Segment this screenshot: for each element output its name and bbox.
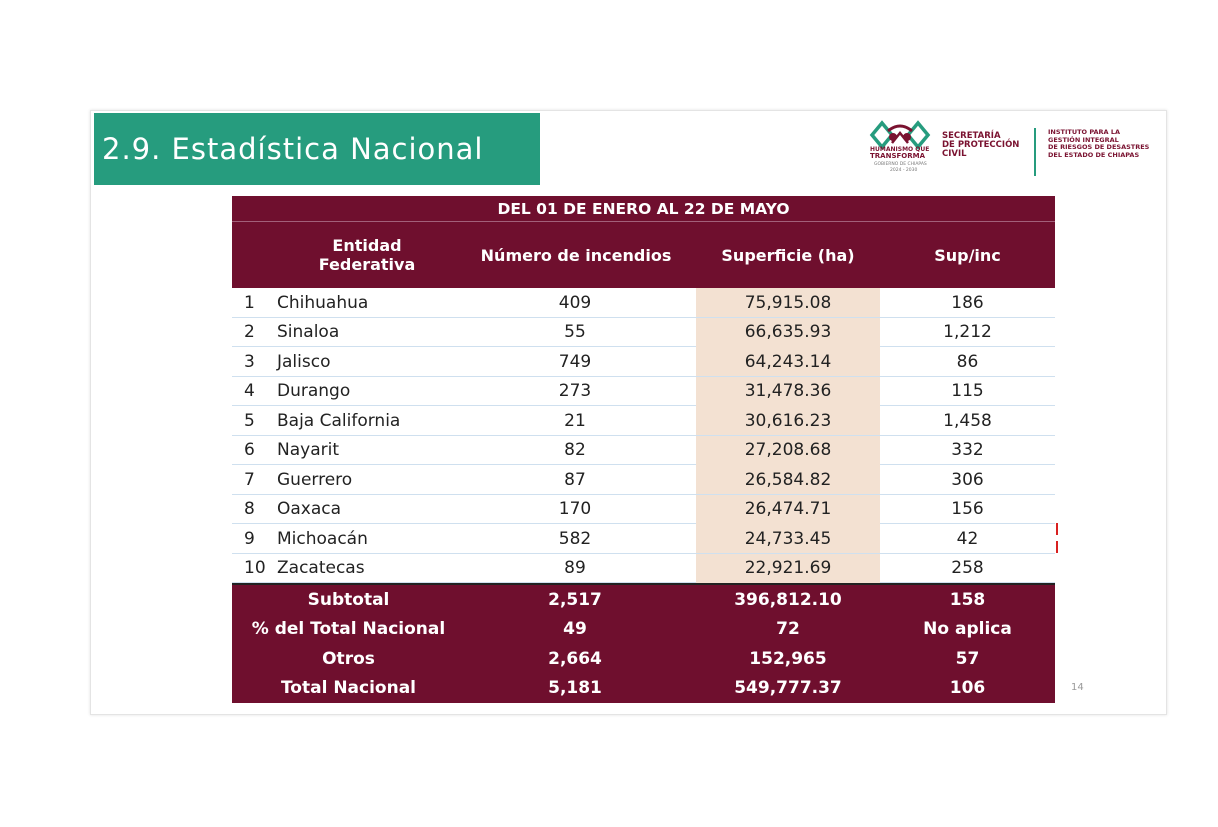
row-supinc: 156 (951, 499, 984, 519)
fire-statistics-table (232, 196, 1055, 703)
header-incendios: Número de incendios (480, 245, 672, 265)
logo-text-3: GOBIERNO DE CHIAPAS (874, 162, 927, 167)
row-entidad: Sinaloa (277, 322, 340, 342)
instituto-line-4: DEL ESTADO DE CHIAPAS (1048, 150, 1140, 159)
instituto-line-1: INSTITUTO PARA LA (1048, 128, 1120, 136)
logo-group (868, 115, 1158, 177)
slide (90, 110, 1167, 715)
page-number: 14 (1071, 682, 1084, 693)
row-number: 9 (244, 528, 255, 549)
footer-superficie: 72 (776, 619, 800, 640)
row-number: 10 (244, 558, 266, 578)
row-supinc: 332 (951, 440, 984, 460)
row-incendios: 21 (564, 410, 586, 431)
table-body (232, 288, 1055, 583)
logo-text-1: HUMANISMO QUE (870, 146, 930, 153)
row-superficie: 30,616.23 (696, 406, 880, 435)
row-superficie: 22,921.69 (696, 554, 880, 583)
row-number: 3 (244, 351, 255, 372)
secretaria-line-1: SECRETARÍA (942, 131, 1001, 141)
logo-text-2: TRANSFORMA (870, 152, 925, 160)
instituto-line-3: DE RIESGOS DE DESASTRES (1048, 143, 1150, 151)
row-incendios: 582 (558, 528, 592, 549)
row-incendios: 89 (564, 558, 586, 578)
secretaria-logo-text (942, 132, 1019, 159)
row-incendios: 749 (558, 351, 592, 372)
row-supinc: 258 (951, 558, 984, 578)
row-incendios: 82 (564, 440, 586, 460)
table-row (232, 406, 1055, 436)
header-entidad (277, 222, 457, 288)
red-mark (1056, 523, 1058, 535)
footer-superficie: 152,965 (749, 648, 827, 669)
table-row (232, 495, 1055, 525)
row-supinc: 115 (951, 381, 984, 401)
table-header (232, 222, 1055, 288)
row-number: 7 (244, 469, 255, 490)
row-entidad: Chihuahua (277, 292, 369, 313)
header-superficie: Superficie (ha) (721, 245, 855, 265)
row-supinc: 1,212 (943, 322, 992, 342)
header-supinc: Sup/inc (934, 245, 1001, 265)
row-entidad: Durango (277, 381, 351, 401)
row-supinc: 306 (951, 469, 984, 490)
row-entidad: Zacatecas (277, 558, 365, 578)
row-incendios: 273 (558, 381, 592, 401)
table-row (232, 318, 1055, 348)
footer-row (232, 674, 1055, 704)
footer-label: Total Nacional (280, 678, 417, 699)
table-row (232, 288, 1055, 318)
footer-supinc: 57 (955, 648, 980, 669)
row-entidad: Jalisco (277, 351, 331, 372)
logo-text-4: 2024 - 2030 (890, 168, 918, 173)
row-entidad: Nayarit (277, 440, 339, 460)
footer-label: Subtotal (307, 589, 390, 610)
row-number: 1 (244, 292, 255, 313)
secretaria-line-3: CIVIL (942, 149, 967, 159)
table-footer (232, 585, 1055, 703)
row-superficie: 26,584.82 (696, 465, 880, 494)
footer-row (232, 615, 1055, 645)
row-superficie: 75,915.08 (696, 288, 880, 317)
row-supinc: 86 (956, 351, 979, 372)
row-superficie: 24,733.45 (696, 524, 880, 553)
row-entidad: Baja California (277, 410, 401, 431)
footer-superficie: 396,812.10 (734, 589, 842, 610)
instituto-logo-text (1048, 129, 1149, 159)
table-row (232, 436, 1055, 466)
footer-row (232, 644, 1055, 674)
row-number: 5 (244, 410, 255, 431)
header-entidad-line-1: Entidad (332, 236, 402, 255)
footer-superficie: 549,777.37 (734, 678, 842, 699)
red-mark (1056, 541, 1058, 553)
row-number: 2 (244, 322, 255, 342)
table-row (232, 377, 1055, 407)
row-incendios: 170 (558, 499, 592, 519)
instituto-line-2: GESTIÓN INTEGRAL (1048, 135, 1119, 144)
row-superficie: 64,243.14 (696, 347, 880, 376)
footer-row (232, 585, 1055, 615)
header-entidad-line-2: Federativa (318, 255, 416, 274)
footer-supinc: No aplica (923, 619, 1012, 640)
row-incendios: 87 (564, 469, 586, 490)
row-superficie: 31,478.36 (696, 377, 880, 406)
row-superficie: 26,474.71 (696, 495, 880, 524)
logo-divider (1034, 128, 1036, 176)
slide-title: 2.9. Estadística Nacional (94, 113, 540, 185)
row-number: 4 (244, 381, 255, 401)
secretaria-line-2: DE PROTECCIÓN (942, 140, 1020, 150)
row-number: 6 (244, 440, 255, 460)
row-superficie: 27,208.68 (696, 436, 880, 465)
table-period: DEL 01 DE ENERO AL 22 DE MAYO (232, 196, 1055, 222)
footer-supinc: 158 (949, 589, 986, 610)
row-supinc: 186 (951, 292, 984, 313)
footer-label: Otros (322, 648, 375, 669)
row-entidad: Michoacán (277, 528, 368, 549)
row-number: 8 (244, 499, 255, 519)
footer-label: % del Total Nacional (251, 619, 446, 640)
footer-incendios: 5,181 (548, 678, 602, 699)
footer-supinc: 106 (949, 678, 986, 699)
row-entidad: Guerrero (277, 469, 353, 490)
row-supinc: 1,458 (943, 410, 992, 431)
row-supinc: 42 (956, 528, 979, 549)
row-incendios: 409 (558, 292, 592, 313)
footer-incendios: 2,664 (548, 648, 602, 669)
table-row (232, 554, 1055, 584)
row-superficie: 66,635.93 (696, 318, 880, 347)
table-row (232, 347, 1055, 377)
footer-incendios: 49 (563, 619, 587, 640)
footer-incendios: 2,517 (548, 589, 602, 610)
table-row (232, 465, 1055, 495)
row-entidad: Oaxaca (277, 499, 342, 519)
table-row (232, 524, 1055, 554)
row-incendios: 55 (564, 322, 586, 342)
